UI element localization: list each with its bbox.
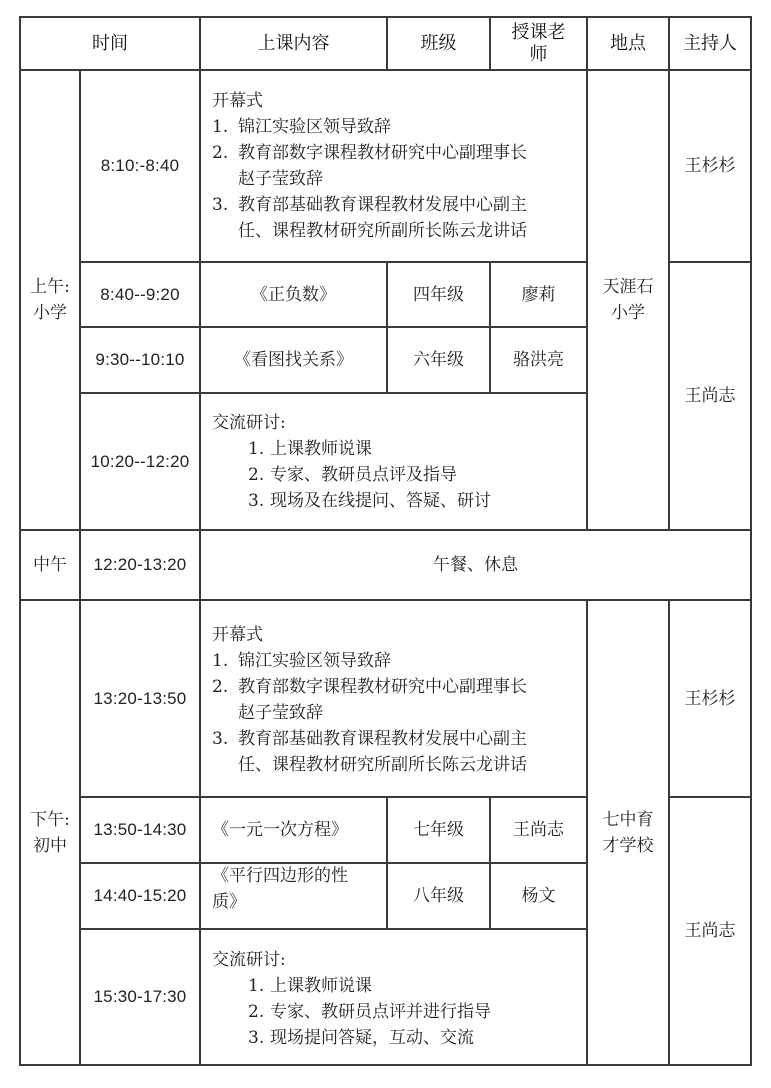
list-item: 1. 锦江实验区领导致辞: [212, 117, 391, 137]
morning-lesson1-teacher: 廖莉: [521, 284, 556, 305]
afternoon-lesson1-teacher: 王尚志: [513, 820, 564, 840]
header-teacher-line1: 授课老: [511, 21, 566, 43]
afternoon-opening-content: [200, 622, 587, 792]
header-teacher: [490, 17, 587, 70]
morning-host-1: 王杉杉: [684, 156, 736, 176]
afternoon-lesson2-grade: 八年级: [413, 886, 464, 906]
column-divider: [386, 17, 388, 70]
list-item: 3. 教育部基础教育课程教材发展中心副主: [212, 729, 527, 749]
noon-content: 午餐、休息: [433, 555, 518, 575]
afternoon-location: [587, 600, 669, 1065]
afternoon-lesson1-time: 13:50-14:30: [93, 820, 187, 839]
header-time: 时间: [92, 32, 128, 54]
list-item: 1. 上课教师说课: [248, 976, 372, 996]
period-afternoon-line2: 初中: [33, 835, 67, 856]
morning-opening-content: [200, 88, 587, 258]
afternoon-discussion-content: [200, 947, 587, 1057]
row-divider: [20, 529, 751, 531]
afternoon-discussion-time: 15:30-17:30: [93, 987, 187, 1006]
afternoon-lesson2-teacher: 杨文: [521, 886, 556, 906]
morning-opening-time: 8:10:-8:40: [100, 156, 180, 175]
list-item: 3. 教育部基础教育课程教材发展中心副主: [212, 195, 527, 215]
afternoon-lesson2-content-line2: 质》: [212, 892, 246, 912]
column-divider: [586, 17, 588, 530]
morning-lesson2-time: 9:30--10:10: [95, 350, 185, 369]
period-morning: [20, 70, 80, 530]
header-host: 主持人: [683, 32, 737, 54]
list-item-continuation: 赵子莹致辞: [238, 703, 323, 723]
list-item: 3. 现场提问答疑，互动、交流: [248, 1028, 474, 1048]
header-location: 地点: [610, 32, 646, 54]
afternoon-host-2: 王尚志: [684, 921, 736, 941]
column-divider: [386, 261, 388, 393]
list-item-continuation: 赵子莹致辞: [238, 169, 323, 189]
afternoon-opening-time: 13:20-13:50: [93, 688, 187, 708]
list-item: 2. 专家、教研员点评并进行指导: [248, 1002, 491, 1022]
row-divider: [80, 326, 587, 328]
afternoon-lesson1-content: 《一元一次方程》: [212, 820, 348, 840]
column-divider: [199, 17, 201, 1065]
header-grade: 班级: [420, 32, 457, 54]
column-divider: [79, 69, 81, 1065]
afternoon-location-line2: 才学校: [602, 835, 654, 856]
afternoon-lesson2-time: 14:40-15:20: [93, 886, 187, 905]
row-divider: [80, 392, 587, 394]
list-item-continuation: 任、课程教材研究所副所长陈云龙讲话: [238, 221, 527, 241]
period-afternoon-line1: 下午:: [30, 809, 70, 830]
column-divider: [489, 261, 491, 393]
header-content: 上课内容: [257, 32, 330, 54]
table-border-right: [750, 16, 752, 1066]
list-item: 2. 教育部数字课程教材研究中心副理事长: [212, 143, 527, 163]
morning-location-line2: 小学: [611, 303, 645, 323]
row-divider: [669, 796, 751, 798]
afternoon-discussion-title: 交流研讨:: [212, 950, 286, 970]
row-divider: [80, 796, 587, 798]
period-noon: 中午: [33, 555, 67, 575]
list-item: 2. 专家、教研员点评及指导: [248, 465, 457, 485]
morning-host-2: 王尚志: [684, 386, 736, 406]
column-divider: [489, 796, 491, 929]
morning-lesson2-teacher: 骆洪亮: [513, 350, 564, 370]
table-border-left: [19, 16, 21, 1066]
afternoon-location-line1: 七中育: [602, 809, 654, 830]
row-divider: [80, 862, 587, 864]
noon-time: 12:20-13:20: [93, 555, 187, 574]
afternoon-lesson2-content-line1: 《平行四边形的性: [212, 866, 348, 886]
list-item: 1. 上课教师说课: [248, 439, 372, 459]
morning-lesson1-grade: 四年级: [413, 284, 464, 305]
afternoon-lesson2-content: [200, 863, 387, 929]
morning-lesson1-content: 《正负数》: [251, 284, 336, 305]
period-morning-line1: 上午:: [30, 277, 70, 297]
afternoon-host-1: 王杉杉: [684, 688, 736, 709]
column-divider: [668, 599, 670, 1065]
column-divider: [386, 796, 388, 929]
morning-location-line1: 天涯石: [602, 277, 654, 297]
morning-discussion-title: 交流研讨:: [212, 413, 286, 433]
morning-discussion-time: 10:20--12:20: [90, 451, 190, 471]
list-item: 1. 锦江实验区领导致辞: [212, 651, 391, 671]
morning-discussion-content: [200, 410, 587, 520]
period-morning-line2: 小学: [33, 303, 67, 323]
row-divider: [669, 261, 751, 263]
morning-lesson1-time: 8:40--9:20: [100, 284, 180, 304]
afternoon-opening-title: 开幕式: [212, 625, 263, 645]
list-item-continuation: 任、课程教材研究所副所长陈云龙讲话: [238, 755, 527, 775]
morning-location: [587, 70, 669, 530]
header-teacher-line2: 师: [529, 43, 548, 65]
row-divider: [80, 928, 587, 930]
afternoon-lesson1-grade: 七年级: [413, 820, 464, 840]
column-divider: [489, 17, 491, 70]
list-item: 2. 教育部数字课程教材研究中心副理事长: [212, 677, 527, 697]
row-divider: [80, 261, 587, 263]
column-divider: [668, 17, 670, 530]
row-divider: [20, 599, 751, 601]
morning-opening-title: 开幕式: [212, 91, 263, 111]
list-item: 3. 现场及在线提问、答疑、研讨: [248, 491, 491, 511]
period-afternoon: [20, 600, 80, 1065]
column-divider: [586, 599, 588, 1065]
morning-lesson2-grade: 六年级: [413, 350, 464, 370]
table-border-bottom: [20, 1064, 752, 1066]
morning-lesson2-content: 《看图找关系》: [234, 350, 353, 370]
